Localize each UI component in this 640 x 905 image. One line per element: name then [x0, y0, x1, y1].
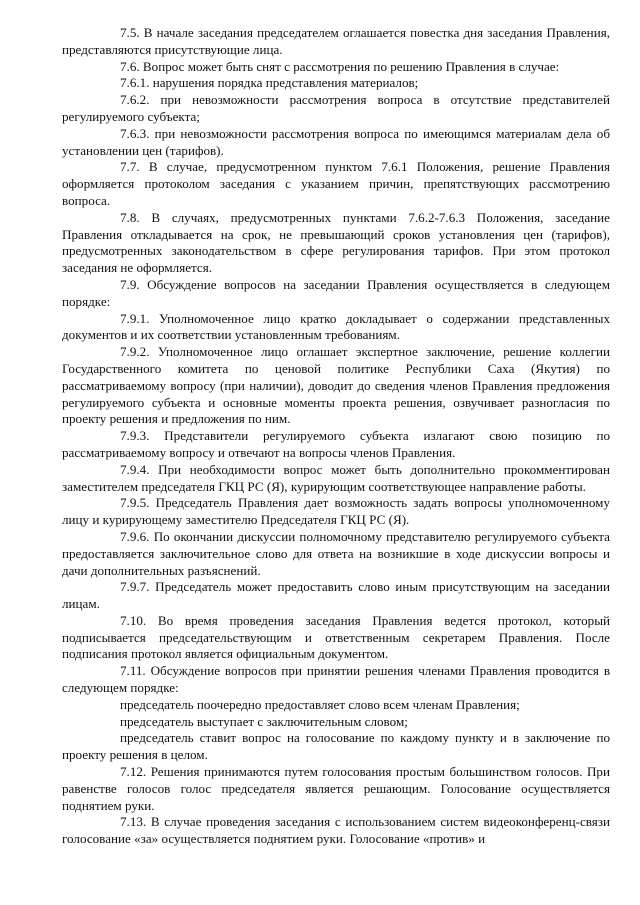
- paragraph-7-5: 7.5. В начале заседания председателем оглашается повестка дня заседания Правления, представляются присутствующие лица.: [62, 25, 610, 57]
- paragraph-7-9: 7.9. Обсуждение вопросов на заседании Правления осуществляется в следующем порядке:: [62, 276, 610, 309]
- paragraph-7-13: 7.13. В случае проведения заседания с использованием систем видеоконференц-связи голосование «за» осуществляется поднятием руки. Голосование «против» и: [62, 814, 610, 847]
- paragraph-7-6: 7.6. Вопрос может быть снят с рассмотрения по решению Правления в случае:: [120, 58, 560, 74]
- paragraph-7-9-6: 7.9.6. По окончании дискуссии полномочному представителю регулируемого субъекта предоставляется заключительное слово для ответа на возникшие в ходе дискуссии вопросы и дачи дополнительных разъяснений.: [62, 528, 610, 578]
- list-item-chairman-gives-floor: председатель поочередно предоставляет слово всем членам Правления;: [120, 696, 520, 712]
- paragraph-7-9-7: 7.9.7. Председатель может предоставить слово иным присутствующим на заседании лицам.: [62, 579, 610, 612]
- paragraph-7-8: 7.8. В случаях, предусмотренных пунктами 7.6.2-7.6.3 Положения, заседание Правления откладывается на срок, не превышающий сроков установления цен (тарифов), предусмотренных законодательством в сфере регулирования тарифов. При этом протокол заседания не оформляется.: [62, 209, 610, 276]
- paragraph-7-9-4: 7.9.4. При необходимости вопрос может быть дополнительно прокомментирован заместителем председателя ГКЦ РС (Я), курирующим соответствующее направление работы.: [62, 461, 610, 494]
- list-item-chairman-final-word: председатель выступает с заключительным словом;: [120, 713, 408, 729]
- paragraph-7-9-5: 7.9.5. Председатель Правления дает возможность задать вопросы уполномоченному лицу и курирующему заместителю Председателя ГКЦ РС (Я).: [62, 495, 610, 528]
- list-item-chairman-vote: председатель ставит вопрос на голосование по каждому пункту и в заключение по проекту решения в целом.: [62, 730, 610, 763]
- document-page: [62, 25, 610, 848]
- paragraph-7-7: 7.7. В случае, предусмотренном пунктом 7.6.1 Положения, решение Правления оформляется протоколом заседания с указанием причин, препятствующих рассмотрению вопроса.: [62, 159, 610, 208]
- paragraph-7-6-1: 7.6.1. нарушения порядка представления материалов;: [120, 75, 419, 91]
- paragraph-7-9-1: 7.9.1. Уполномоченное лицо кратко докладывает о содержании представленных документов и их соответствии установленным требованиям.: [62, 310, 610, 343]
- paragraph-7-9-2: 7.9.2. Уполномоченное лицо оглашает экспертное заключение, решение коллегии Государственного комитета по ценовой политике Республики Саха (Якутия) по рассматриваемому вопросу (при наличии), доводит до сведения членов Правления предложения регулируемого субъекта и основные моменты проекта решения, озвучивает разногласия по проекту решения и предложения по ним.: [62, 344, 610, 427]
- paragraph-7-6-3: 7.6.3. при невозможности рассмотрения вопроса по имеющимся материалам дела об установлении цен (тарифов).: [62, 125, 610, 158]
- paragraph-7-6-2: 7.6.2. при невозможности рассмотрения вопроса в отсутствие представителей регулируемого субъекта;: [62, 92, 610, 124]
- paragraph-7-11: 7.11. Обсуждение вопросов при принятии решения членами Правления проводится в следующем порядке:: [62, 663, 610, 696]
- paragraph-7-12: 7.12. Решения принимаются путем голосования простым большинством голосов. При равенстве голосов голос председателя является решающим. Голосование осуществляется поднятием руки.: [62, 764, 610, 813]
- paragraph-7-10: 7.10. Во время проведения заседания Правления ведется протокол, который подписывается председательствующим и ответственным секретарем Правления. После подписания протокол является официальным документом.: [62, 612, 610, 662]
- paragraph-7-9-3: 7.9.3. Представители регулируемого субъекта излагают свою позицию по рассматриваемому вопросу и отвечают на вопросы членов Правления.: [62, 428, 610, 460]
